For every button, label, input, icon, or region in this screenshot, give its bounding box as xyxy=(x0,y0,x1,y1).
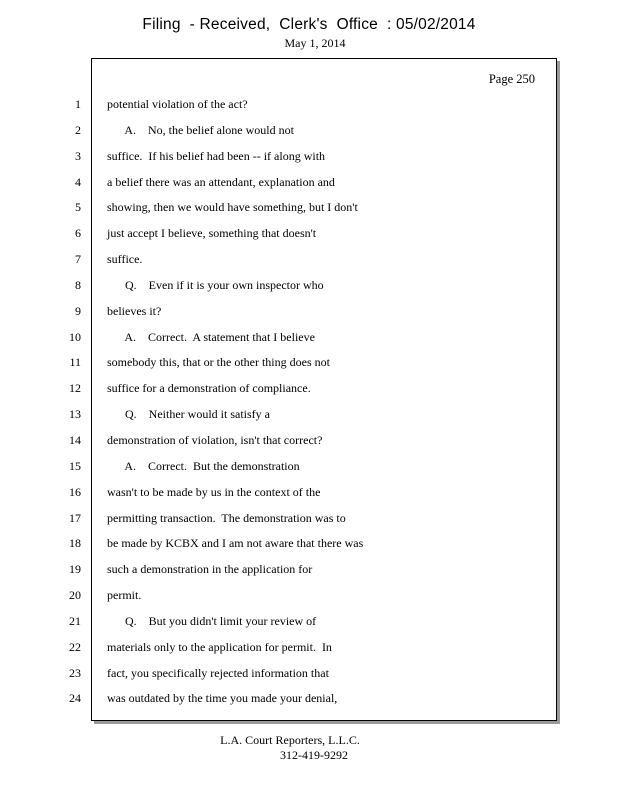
page-number: Page 250 xyxy=(488,72,535,86)
line-text: Q. But you didn't limit your review of xyxy=(107,613,317,628)
line-text: A. Correct. A statement that I believe xyxy=(107,329,315,344)
transcript-line xyxy=(0,453,618,479)
court-reporter-name: L.A. Court Reporters, L.L.C. xyxy=(220,733,360,747)
line-number: 7 xyxy=(75,252,81,267)
line-text: suffice for a demonstration of compliance. xyxy=(107,381,311,396)
transcript-line xyxy=(0,479,618,505)
line-number: 14 xyxy=(69,432,81,447)
line-number: 21 xyxy=(69,613,81,628)
line-text: A. No, the belief alone would not xyxy=(107,122,294,137)
line-number: 1 xyxy=(75,97,81,111)
transcript-line xyxy=(0,505,618,531)
transcript-line xyxy=(0,349,618,375)
line-number: 16 xyxy=(69,484,81,499)
transcript-line xyxy=(0,117,618,143)
line-text: wasn't to be made by us in the context of the xyxy=(107,484,321,499)
transcript-line xyxy=(0,660,618,686)
transcript-line xyxy=(0,246,618,272)
line-text: Q. Neither would it satisfy a xyxy=(107,407,270,422)
transcript-line xyxy=(0,143,618,169)
filing-stamp: Filing - Received, Clerk's Office : 05/02/2014 xyxy=(142,16,476,33)
line-number: 4 xyxy=(75,174,81,189)
transcript-line xyxy=(0,530,618,556)
line-text: materials only to the application for permit. In xyxy=(107,639,332,654)
line-number: 9 xyxy=(75,303,81,318)
line-number: 19 xyxy=(69,562,81,577)
transcript-line xyxy=(0,401,618,427)
line-text: A. Correct. But the demonstration xyxy=(107,458,300,473)
line-text: potential violation of the act? xyxy=(107,97,248,111)
transcript-line xyxy=(0,608,618,634)
transcript-line xyxy=(0,556,618,582)
transcript-line xyxy=(0,685,618,711)
line-text: be made by KCBX and I am not aware that there was xyxy=(107,536,364,551)
line-number: 3 xyxy=(75,148,81,163)
transcript-line xyxy=(0,91,618,117)
transcript-line xyxy=(0,194,618,220)
transcript-line xyxy=(0,427,618,453)
line-number: 15 xyxy=(69,458,81,473)
transcript-line xyxy=(0,298,618,324)
line-number: 24 xyxy=(69,691,81,706)
line-number: 10 xyxy=(69,329,81,344)
line-number: 12 xyxy=(69,381,81,396)
line-number: 2 xyxy=(75,122,81,137)
court-reporter-phone: 312-419-9292 xyxy=(280,748,348,762)
transcript-line xyxy=(0,582,618,608)
line-text: suffice. If his belief had been -- if along with xyxy=(107,148,326,163)
line-text: just accept I believe, something that doesn't xyxy=(107,226,317,241)
line-text: was outdated by the time you made your denial, xyxy=(107,691,338,706)
line-text: such a demonstration in the application for xyxy=(107,562,313,577)
line-number: 22 xyxy=(69,639,81,654)
line-number: 23 xyxy=(69,665,81,680)
line-number: 8 xyxy=(75,277,81,292)
transcript-lines xyxy=(0,91,618,711)
line-text: permitting transaction. The demonstration was to xyxy=(107,510,346,525)
hearing-date: May 1, 2014 xyxy=(284,36,346,50)
line-text: showing, then we would have something, but I don't xyxy=(107,200,358,215)
line-text: fact, you specifically rejected information that xyxy=(107,665,329,680)
transcript-line xyxy=(0,375,618,401)
line-number: 17 xyxy=(69,510,81,525)
line-text: permit. xyxy=(107,588,142,603)
line-number: 20 xyxy=(69,588,81,603)
line-text: Q. Even if it is your own inspector who xyxy=(107,277,324,292)
line-number: 13 xyxy=(69,407,81,422)
transcript-line xyxy=(0,634,618,660)
line-number: 11 xyxy=(69,355,81,370)
line-number: 6 xyxy=(75,226,81,241)
line-number: 5 xyxy=(75,200,81,215)
transcript-line xyxy=(0,169,618,195)
line-text: suffice. xyxy=(107,252,143,267)
line-text: believes it? xyxy=(107,303,162,318)
transcript-line xyxy=(0,324,618,350)
line-text: demonstration of violation, isn't that correct? xyxy=(107,432,323,447)
line-number: 18 xyxy=(69,536,81,551)
transcript-line xyxy=(0,220,618,246)
line-text: a belief there was an attendant, explanation and xyxy=(107,174,335,189)
transcript-line xyxy=(0,272,618,298)
line-text: somebody this, that or the other thing does not xyxy=(107,355,330,370)
